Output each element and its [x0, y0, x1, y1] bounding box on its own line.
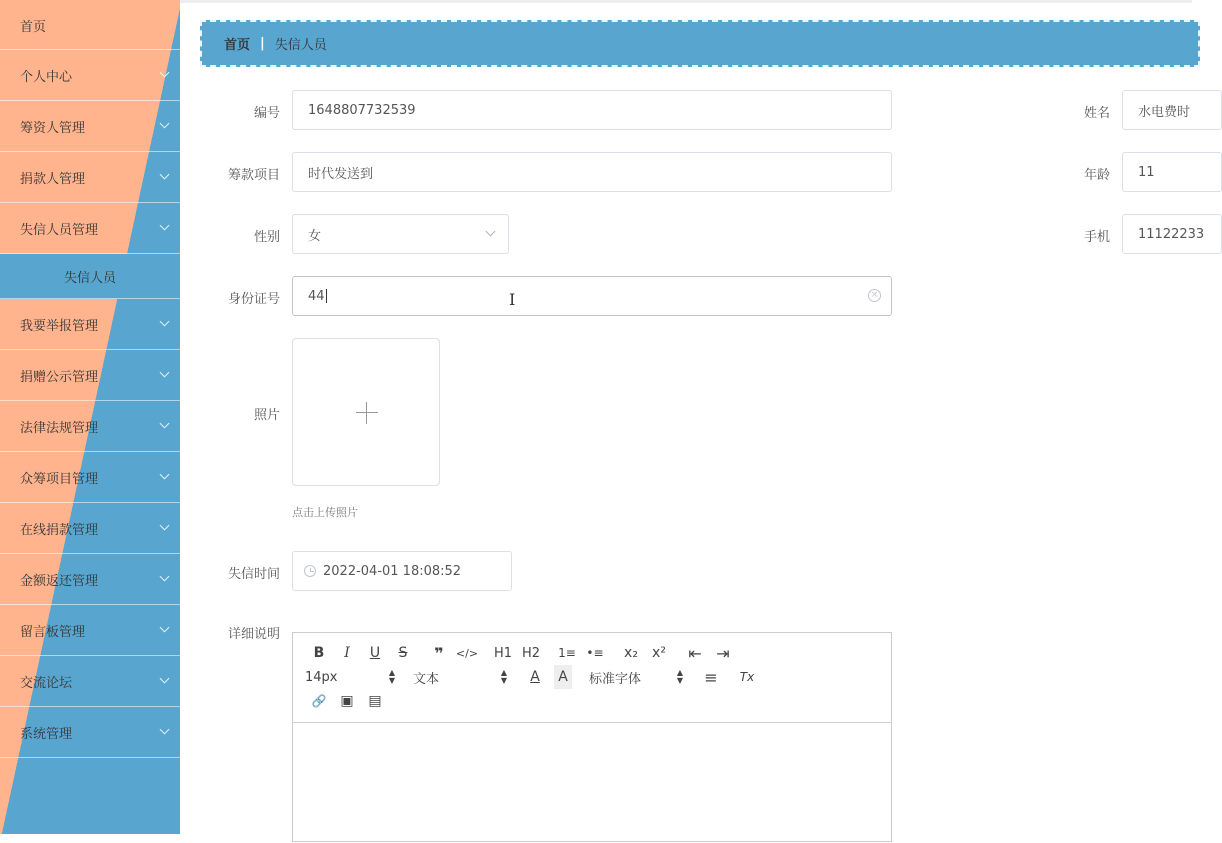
toolbar-row-3 — [305, 689, 881, 713]
age-label: 年龄 — [1083, 168, 1110, 183]
id-input[interactable] — [292, 90, 892, 130]
underline-button[interactable]: U — [369, 645, 381, 661]
chevron-down-icon — [160, 521, 170, 531]
text-caret — [326, 289, 327, 303]
photo-upload[interactable] — [292, 338, 440, 486]
header-select[interactable] — [413, 668, 513, 687]
sidebar-item-online-donation-mgmt[interactable] — [0, 503, 180, 554]
id-value: 1648807732539 — [308, 102, 416, 118]
blockquote-button[interactable]: ❞ — [434, 643, 444, 663]
sidebar-item-message-board-mgmt[interactable] — [0, 605, 180, 656]
sidebar-item-label: 金额返还管理 — [20, 573, 99, 589]
italic-button[interactable]: I — [344, 645, 350, 661]
gender-value: 女 — [308, 228, 322, 244]
clean-format-button[interactable]: Tx — [739, 670, 755, 684]
toolbar-row-2 — [305, 665, 881, 689]
chevron-down-icon — [160, 419, 170, 429]
background-color-button[interactable]: A — [554, 665, 572, 689]
project-label: 筹款项目 — [227, 168, 280, 183]
rich-text-editor — [292, 632, 892, 842]
photo-hint: 点击上传照片 — [292, 506, 358, 519]
strike-button[interactable]: S — [398, 645, 408, 661]
sidebar-item-personal-center[interactable] — [0, 50, 180, 101]
outdent-button[interactable]: ⇤ — [688, 643, 702, 663]
updown-icon: ▲ ▼ — [676, 668, 683, 685]
chevron-down-icon — [160, 470, 170, 480]
image-button[interactable]: ▣ — [340, 693, 354, 709]
sidebar-item-label: 众筹项目管理 — [20, 471, 99, 487]
sidebar-subitem-label: 失信人员 — [63, 270, 116, 286]
sidebar-item-label: 留言板管理 — [20, 624, 86, 640]
sidebar-item-forum[interactable] — [0, 656, 180, 707]
idcard-label: 身份证号 — [227, 292, 280, 307]
idcard-value: 44 — [308, 288, 325, 304]
text-color-button[interactable]: A — [530, 669, 540, 685]
superscript-button[interactable]: x² — [652, 645, 666, 661]
video-button[interactable]: ▤ — [368, 693, 382, 709]
time-label: 失信时间 — [227, 567, 280, 582]
sidebar-item-label: 捐赠公示管理 — [20, 369, 99, 385]
phone-value: 11122233 — [1138, 226, 1205, 242]
font-family-value: 标准字体 — [589, 671, 642, 687]
sidebar-item-label: 筹资人管理 — [20, 120, 86, 136]
age-input[interactable] — [1122, 152, 1222, 192]
sidebar-item-home[interactable] — [0, 0, 180, 50]
sidebar-item-label: 我要举报管理 — [20, 318, 99, 334]
chevron-down-icon — [486, 227, 496, 237]
detail-label: 详细说明 — [227, 627, 280, 642]
bold-button[interactable]: B — [313, 645, 325, 661]
phone-input[interactable] — [1122, 214, 1222, 254]
editor-toolbar — [293, 633, 891, 723]
chevron-down-icon — [160, 623, 170, 633]
indent-button[interactable]: ⇥ — [716, 643, 730, 663]
photo-label: 照片 — [253, 408, 280, 423]
sidebar-item-system-mgmt[interactable] — [0, 707, 180, 758]
subscript-button[interactable]: x₂ — [624, 645, 638, 661]
time-picker[interactable] — [292, 551, 512, 591]
chevron-down-icon — [160, 119, 170, 129]
sidebar-item-label: 捐款人管理 — [20, 171, 86, 187]
sidebar-item-label: 个人中心 — [20, 69, 73, 85]
clear-icon[interactable]: × — [868, 289, 881, 302]
top-divider — [180, 0, 1192, 3]
name-input[interactable] — [1122, 90, 1222, 130]
chevron-down-icon — [160, 725, 170, 735]
plus-icon-vertical — [366, 402, 367, 424]
time-value: 2022-04-01 18:08:52 — [323, 563, 462, 579]
updown-icon: ▲ ▼ — [388, 668, 395, 685]
sidebar-item-label: 交流论坛 — [20, 675, 73, 691]
project-input[interactable] — [292, 152, 892, 192]
name-value: 水电费时 — [1138, 104, 1191, 120]
project-value: 时代发送到 — [308, 166, 374, 182]
sidebar-item-refund-mgmt[interactable] — [0, 554, 180, 605]
sidebar-item-law-mgmt[interactable] — [0, 401, 180, 452]
h1-button[interactable]: H1 — [493, 645, 513, 661]
sidebar-item-donor-mgmt[interactable] — [0, 152, 180, 203]
chevron-down-icon — [160, 572, 170, 582]
sidebar — [0, 0, 180, 834]
editor-content-area[interactable] — [293, 723, 891, 843]
font-family-select[interactable] — [589, 668, 689, 687]
sidebar-item-donation-public-mgmt[interactable] — [0, 350, 180, 401]
sidebar-item-label: 在线捐款管理 — [20, 522, 99, 538]
sidebar-item-fundraiser-mgmt[interactable] — [0, 101, 180, 152]
chevron-down-icon — [160, 221, 170, 231]
breadcrumb-home[interactable]: 首页 — [224, 38, 251, 53]
gender-select[interactable] — [292, 214, 509, 254]
breadcrumb-current: 失信人员 — [274, 38, 327, 53]
toolbar-row-1 — [305, 641, 881, 665]
breadcrumb-separator: | — [260, 36, 265, 51]
chevron-down-icon — [160, 317, 170, 327]
link-button[interactable]: 🔗 — [311, 694, 327, 708]
updown-icon: ▲ ▼ — [500, 668, 507, 685]
sidebar-item-report-mgmt[interactable] — [0, 299, 180, 350]
sidebar-item-label: 系统管理 — [20, 726, 73, 742]
text-cursor-icon: I — [509, 290, 516, 309]
idcard-input[interactable] — [292, 276, 892, 316]
phone-label: 手机 — [1083, 230, 1110, 245]
h2-button[interactable]: H2 — [521, 645, 541, 661]
breadcrumb — [200, 20, 1200, 67]
sidebar-item-crowdfunding-mgmt[interactable] — [0, 452, 180, 503]
header-value: 文本 — [413, 671, 440, 687]
chevron-down-icon — [160, 170, 170, 180]
age-value: 11 — [1138, 164, 1155, 180]
font-size-value: 14px — [305, 669, 338, 685]
sidebar-item-label: 法律法规管理 — [20, 420, 99, 436]
align-button[interactable]: ≡ — [704, 667, 718, 687]
plus-icon — [356, 412, 378, 413]
ordered-list-button[interactable]: 1≡ — [558, 646, 576, 660]
gender-label: 性别 — [253, 230, 280, 245]
sidebar-subitem-dishonest-persons[interactable] — [0, 254, 180, 299]
code-block-button[interactable]: </> — [455, 646, 479, 660]
font-size-select[interactable] — [305, 669, 401, 685]
chevron-down-icon — [160, 68, 170, 78]
sidebar-item-dishonest-mgmt[interactable] — [0, 203, 180, 254]
chevron-down-icon — [160, 368, 170, 378]
clock-icon — [304, 565, 316, 577]
sidebar-item-label: 失信人员管理 — [20, 222, 99, 238]
id-label: 编号 — [253, 106, 280, 121]
bullet-list-button[interactable]: •≡ — [586, 646, 604, 660]
chevron-down-icon — [160, 674, 170, 684]
sidebar-item-label: 首页 — [20, 20, 47, 35]
name-label: 姓名 — [1083, 106, 1110, 121]
